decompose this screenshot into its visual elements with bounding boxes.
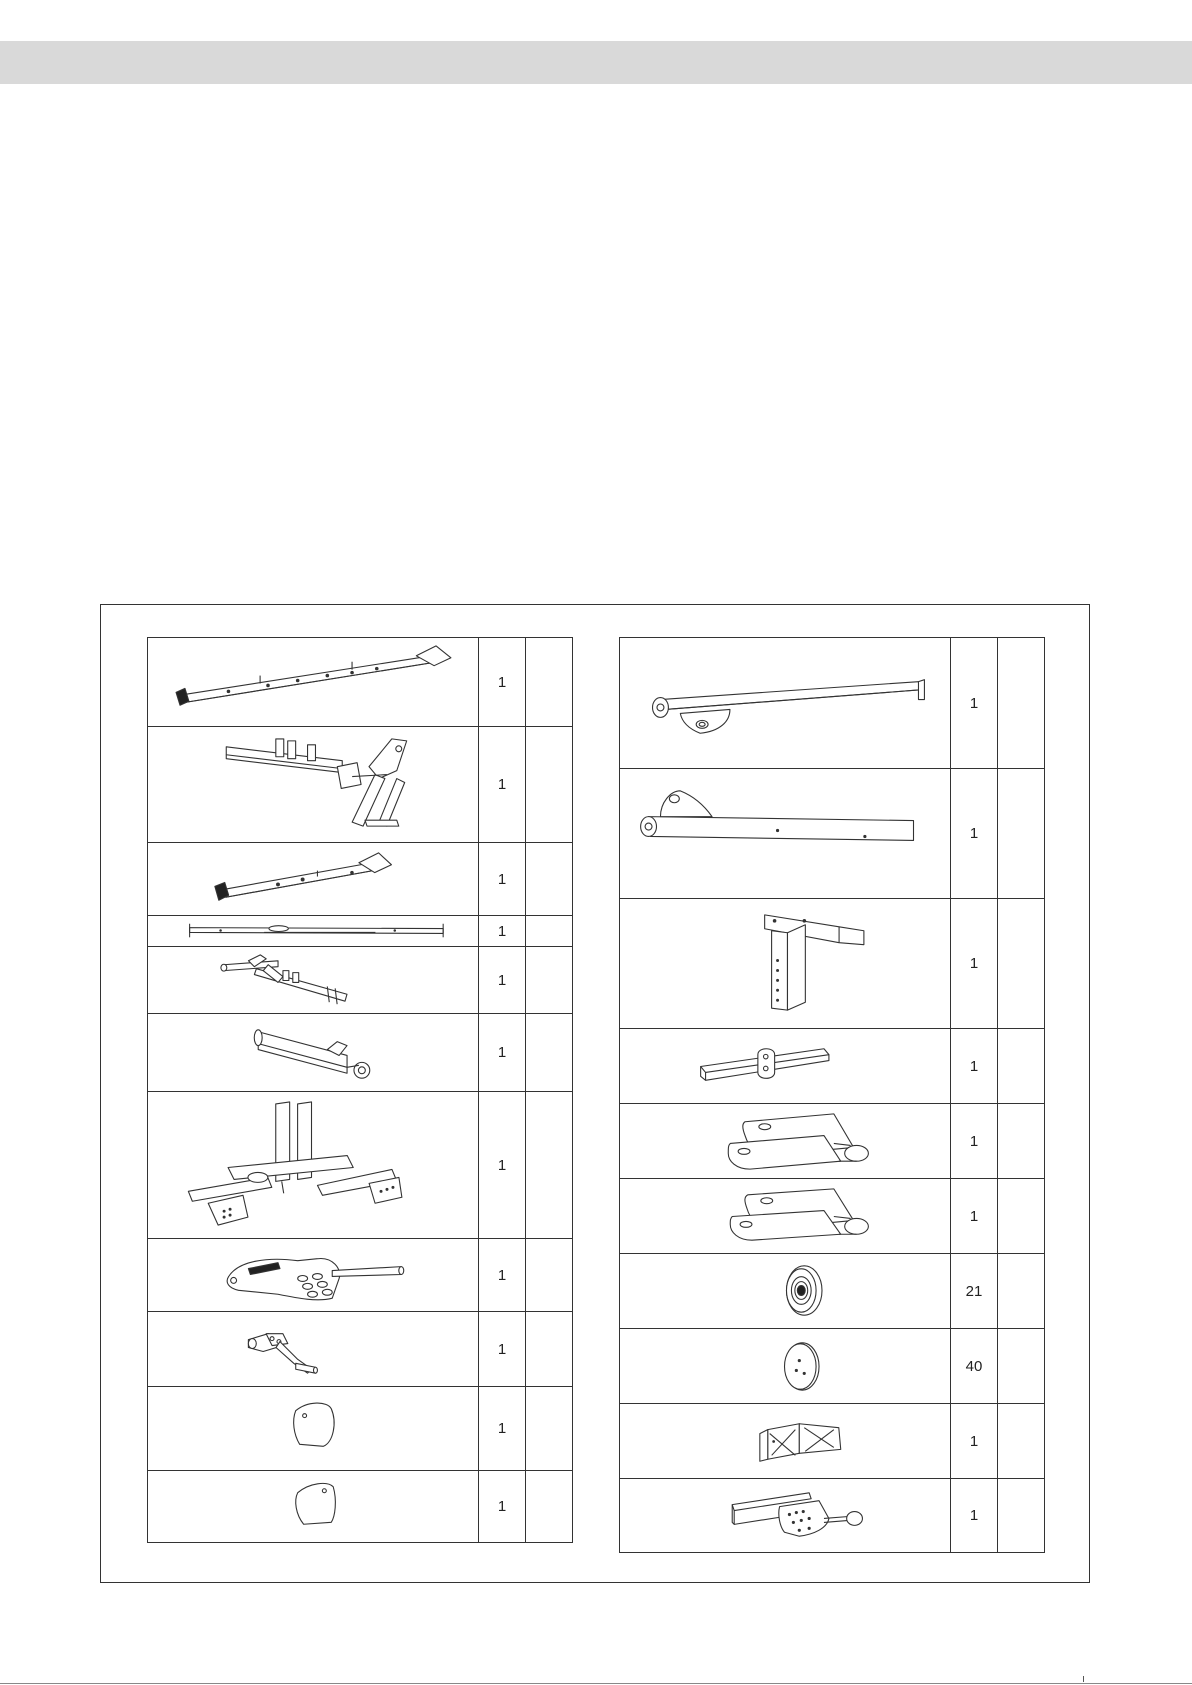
straight-tube-frame-icon — [148, 638, 478, 726]
pin-bracket-icon — [620, 1479, 950, 1552]
part-drawing — [620, 1104, 951, 1179]
table-row — [148, 727, 573, 843]
pivot-tube-icon — [148, 1014, 478, 1091]
cross-bar-bracket-icon — [620, 1029, 950, 1103]
footer-tick-mark — [1083, 1676, 1084, 1682]
double-plate-bracket-icon — [620, 1179, 950, 1253]
parts-table-left — [147, 637, 573, 1543]
qty-cell: 1 — [479, 1014, 526, 1092]
empty-cell — [998, 1329, 1045, 1404]
part-drawing — [620, 1029, 951, 1104]
part-drawing — [148, 1471, 479, 1543]
empty-cell — [526, 727, 573, 843]
table-row — [148, 1471, 573, 1543]
qty-cell: 1 — [479, 1092, 526, 1239]
empty-cell — [998, 899, 1045, 1029]
qty-cell: 40 — [951, 1329, 998, 1404]
part-drawing — [148, 1312, 479, 1387]
empty-cell — [526, 1312, 573, 1387]
table-row — [620, 1179, 1045, 1254]
adjustable-post-icon — [620, 899, 950, 1028]
qty-cell: 1 — [951, 1104, 998, 1179]
double-plate-bracket-icon — [620, 1104, 950, 1178]
handle-bracket-icon — [148, 1312, 478, 1386]
table-row — [620, 1479, 1045, 1553]
part-drawing — [148, 1387, 479, 1471]
qty-cell: 1 — [479, 638, 526, 727]
table-row — [620, 899, 1045, 1029]
part-drawing — [148, 1239, 479, 1312]
short-tube-frame-icon — [148, 843, 478, 915]
part-drawing — [148, 916, 479, 947]
part-drawing — [148, 1014, 479, 1092]
main-frame-assembly-icon — [148, 727, 478, 842]
part-drawing — [620, 1329, 951, 1404]
qty-cell: 21 — [951, 1254, 998, 1329]
part-drawing — [620, 638, 951, 769]
qty-cell: 1 — [479, 947, 526, 1014]
qty-cell: 1 — [951, 769, 998, 899]
qty-cell: 1 — [479, 1312, 526, 1387]
empty-cell — [526, 947, 573, 1014]
empty-cell — [526, 1014, 573, 1092]
empty-cell — [998, 1029, 1045, 1104]
part-drawing — [620, 1404, 951, 1479]
table-row — [148, 1312, 573, 1387]
swing-arm-tube-icon — [620, 769, 950, 898]
qty-cell: 1 — [479, 1387, 526, 1471]
table-row — [620, 1104, 1045, 1179]
empty-cell — [998, 638, 1045, 769]
lever-arm-frame-icon — [148, 947, 478, 1013]
qty-cell: 1 — [479, 843, 526, 916]
part-drawing — [148, 727, 479, 843]
angle-bracket-icon — [620, 1404, 950, 1478]
table-row — [148, 1092, 573, 1239]
empty-cell — [998, 1104, 1045, 1179]
table-row — [620, 769, 1045, 899]
empty-cell — [998, 1404, 1045, 1479]
part-drawing — [620, 1479, 951, 1553]
round-plate-icon — [620, 1329, 950, 1403]
part-drawing — [620, 1179, 951, 1254]
empty-cell — [526, 1387, 573, 1471]
header-band — [0, 41, 1192, 84]
table-row — [620, 1254, 1045, 1329]
part-drawing — [620, 899, 951, 1029]
table-row — [148, 1014, 573, 1092]
qty-cell: 1 — [951, 899, 998, 1029]
swing-arm-tube-icon — [620, 638, 950, 768]
part-drawing — [620, 769, 951, 899]
table-row — [148, 638, 573, 727]
part-drawing — [148, 1092, 479, 1239]
table-row — [148, 916, 573, 947]
base-frame-assembly-icon — [148, 1092, 478, 1238]
empty-cell — [526, 916, 573, 947]
foot-plate-arm-icon — [148, 1239, 478, 1311]
empty-cell — [526, 1239, 573, 1312]
empty-cell — [998, 1479, 1045, 1553]
empty-cell — [998, 769, 1045, 899]
footer-rule — [0, 1683, 1192, 1684]
cover-plate-icon — [148, 1387, 478, 1470]
empty-cell — [998, 1254, 1045, 1329]
empty-cell — [526, 1092, 573, 1239]
table-row — [620, 1029, 1045, 1104]
table-row — [620, 638, 1045, 769]
long-rail-bar-icon — [148, 916, 478, 946]
cover-plate-icon — [148, 1471, 478, 1542]
part-drawing — [148, 947, 479, 1014]
qty-cell: 1 — [479, 727, 526, 843]
empty-cell — [526, 1471, 573, 1543]
qty-cell: 1 — [479, 1471, 526, 1543]
table-row — [148, 947, 573, 1014]
qty-cell: 1 — [479, 916, 526, 947]
table-row — [620, 1329, 1045, 1404]
table-row — [148, 1387, 573, 1471]
qty-cell: 1 — [951, 1179, 998, 1254]
empty-cell — [526, 638, 573, 727]
qty-cell: 1 — [479, 1239, 526, 1312]
parts-table-right — [619, 637, 1045, 1553]
part-drawing — [148, 843, 479, 916]
table-row — [620, 1404, 1045, 1479]
qty-cell: 1 — [951, 1404, 998, 1479]
qty-cell: 1 — [951, 1029, 998, 1104]
part-drawing — [620, 1254, 951, 1329]
empty-cell — [526, 843, 573, 916]
qty-cell: 1 — [951, 638, 998, 769]
table-row — [148, 1239, 573, 1312]
table-row — [148, 843, 573, 916]
part-drawing — [148, 638, 479, 727]
empty-cell — [998, 1179, 1045, 1254]
qty-cell: 1 — [951, 1479, 998, 1553]
pulley-wheel-icon — [620, 1254, 950, 1328]
